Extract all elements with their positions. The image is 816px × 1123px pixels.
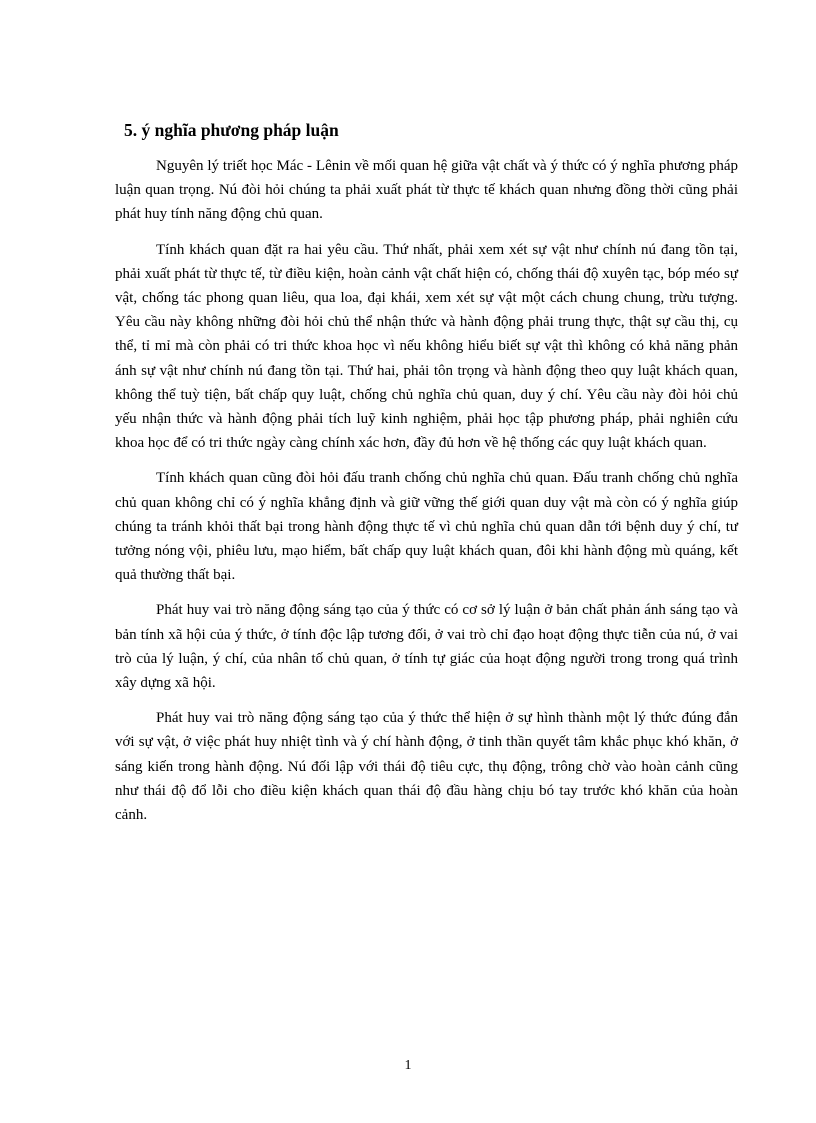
paragraph-creative-role-basis: Phát huy vai trò năng động sáng tạo của ý thức có cơ sở lý luận ở bản chất phản ánh sáng tạo và bản tính xã hội của ý thức, ở tính độc lập tương đối, ở vai trò chỉ đạo hoạt động thực tiễn của nú, ở vai trò của lý luận, ý chí, của nhân tố chủ quan, ở tính tự giác của hoạt động người trong trong quá trình xây dựng xã hội. <box>115 602 738 692</box>
page-body <box>115 118 738 838</box>
page-number: 1 <box>404 1058 412 1073</box>
paragraph-against-subjectivism: Tính khách quan cũng đòi hỏi đấu tranh chống chủ nghĩa chủ quan. Đấu tranh chống chủ nghĩa chủ quan không chỉ có ý nghĩa khẳng định và giữ vững thế giới quan duy vật mà còn có ý nghĩa giúp chúng ta tránh khỏi thất bại trong hành động thực tế vì chủ nghĩa chủ quan dẫn tới bệnh duy ý chí, tư tưởng nóng vội, phiêu lưu, mạo hiểm, bất chấp quy luật khách quan, đôi khi hành động mù quáng, kết quả thường thất bại. <box>115 470 738 584</box>
section-heading: 5. ý nghĩa phương pháp luận <box>124 120 339 140</box>
paragraph-creative-role-expression: Phát huy vai trò năng động sáng tạo của ý thức thể hiện ở sự hình thành một lý thức đúng đắn với sự vật, ở việc phát huy nhiệt tình và ý chí hành động, ở tinh thần quyết tâm khắc phục khó khăn, ở sáng kiến trong hành động. Nú đối lập với thái độ tiêu cực, thụ động, trông chờ vào hoàn cảnh cũng như thái độ đổ lỗi cho điều kiện khách quan thái độ đầu hàng chịu bó tay trước khó khăn của hoàn cảnh. <box>115 710 738 824</box>
paragraph-methodology-intro: Nguyên lý triết học Mác - Lênin về mối quan hệ giữa vật chất và ý thức có ý nghĩa phương pháp luận quan trọng. Nú đòi hỏi chúng ta phải xuất phát từ thực tế khách quan nhưng đồng thời cũng phải phát huy tính năng động chủ quan. <box>115 158 738 223</box>
paragraph-objectivity-requirements: Tính khách quan đặt ra hai yêu cầu. Thứ nhất, phải xem xét sự vật như chính nú đang tồn tại, phải xuất phát từ thực tế, từ điều kiện, hoàn cảnh vật chất hiện có, chống thái độ xuyên tạc, bóp méo sự vật, chống tác phong quan liêu, qua loa, đại khái, xem xét sự vật một cách chung chung, trừu tượng. Yêu cầu này không những đòi hỏi chủ thể nhận thức và hành động phải trung thực, thật sự cầu thị, cụ thể, tỉ mỉ mà còn phải có tri thức khoa học vì nếu không hiểu biết sự vật thì không có khả năng phản ánh sự vật như chính nú đang tồn tại. Thứ hai, phải tôn trọng và hành động theo quy luật khách quan, không thể tuỳ tiện, bất chấp quy luật, chống chủ nghĩa chủ quan, duy ý chí. Yêu cầu này đòi hỏi chủ yếu nhận thức và hành động phải tích luỹ kinh nghiệm, phải học tập phương pháp, phải nghiên cứu khoa học để có tri thức ngày càng chính xác hơn, đầy đủ hơn về hệ thống các quy luật khách quan. <box>115 241 738 452</box>
